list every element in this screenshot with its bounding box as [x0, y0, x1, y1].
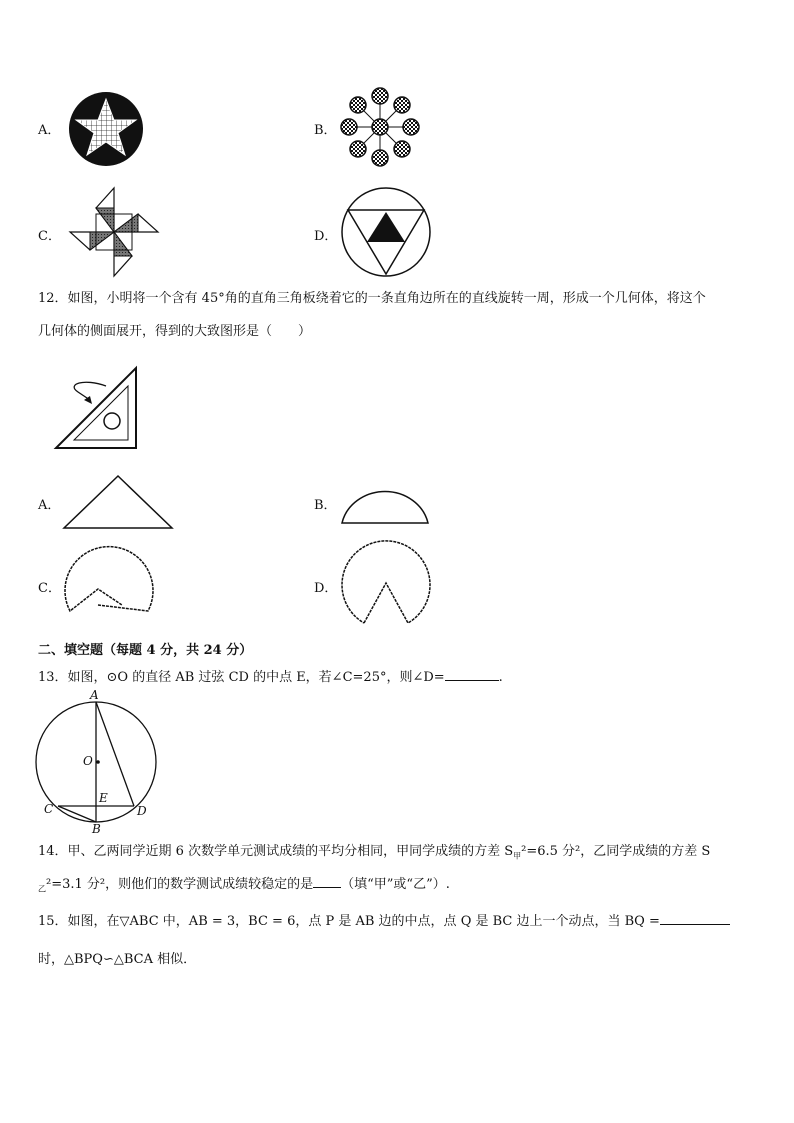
q14-answer-blank[interactable] [313, 873, 341, 888]
q11-option-d-label: D． [314, 229, 338, 244]
q13-text-end: . [498, 670, 503, 685]
q12-option-c-figure [62, 547, 154, 621]
q14-line2-sub: 乙 [38, 884, 46, 894]
q14-text-line2 [38, 873, 450, 899]
q14-line1-part-b: ²=6.5 分²，乙同学成绩的方差 S [521, 844, 711, 859]
q13-label-a: A [90, 688, 99, 702]
q15-answer-blank[interactable] [660, 910, 730, 925]
q11-option-b-flower-figure [339, 86, 421, 168]
q12-option-c-label: C． [38, 581, 61, 596]
q11-option-a-star-figure [66, 90, 146, 170]
q13-answer-blank[interactable] [445, 666, 499, 681]
q11-option-c-pinwheel-figure [68, 186, 160, 278]
section-title-fill-blank: 二、填空题（每题 4 分，共 24 分） [38, 643, 253, 658]
q13-label-d: D [137, 804, 147, 818]
q15-text-line2: 时，△BPQ∽△BCA 相似． [38, 952, 197, 967]
q12-text-line2: 几何体的侧面展开，得到的大致图形是（ ） [38, 324, 312, 339]
q12-option-a-label: A． [38, 498, 61, 513]
q11-option-a-label: A． [38, 123, 61, 138]
q12-text-line1: 12．如图，小明将一个含有 45°角的直角三角板绕着它的一条直角边所在的直线旋转一周，形成一个几何体，将这个 [38, 291, 706, 306]
q12-triangle-ruler-figure [54, 366, 140, 452]
q15-text-line1 [38, 910, 730, 931]
q14-text-line1 [38, 843, 710, 866]
q12-option-a-figure [62, 474, 174, 530]
q11-option-d-triangle-circle-figure [340, 186, 432, 278]
q14-line1-sub: 甲 [513, 851, 522, 861]
q14-line1-part-a: 14．甲、乙两同学近期 6 次数学单元测试成绩的平均分相同，甲同学成绩的方差 S [38, 844, 514, 859]
q15-line1-text: 15．如图，在▽ABC 中，AB = 3，BC = 6，点 P 是 AB 边的中点，点 Q 是 BC 边上一个动点，当 BQ = [38, 914, 660, 929]
q12-option-b-label: B． [314, 498, 337, 513]
q13-label-o: O [83, 754, 93, 768]
q11-option-c-label: C． [38, 229, 61, 244]
q13-label-e: E [99, 791, 108, 805]
q13-text-main: 13．如图，⊙O 的直径 AB 过弦 CD 的中点 E，若∠C=25°，则∠D= [38, 670, 445, 685]
q14-line2-part-b: （填“甲”或“乙”）. [341, 877, 450, 892]
q12-option-b-figure [340, 481, 430, 525]
q13-label-b: B [92, 822, 101, 836]
q14-line2-part-a: ²=3.1 分²，则他们的数学测试成绩较稳定的是 [46, 877, 314, 892]
q13-label-c: C [44, 802, 54, 816]
q11-option-b-label: B． [314, 123, 337, 138]
q13-text [38, 666, 503, 687]
q12-option-d-label: D． [314, 581, 338, 596]
q12-option-d-figure [340, 545, 432, 627]
